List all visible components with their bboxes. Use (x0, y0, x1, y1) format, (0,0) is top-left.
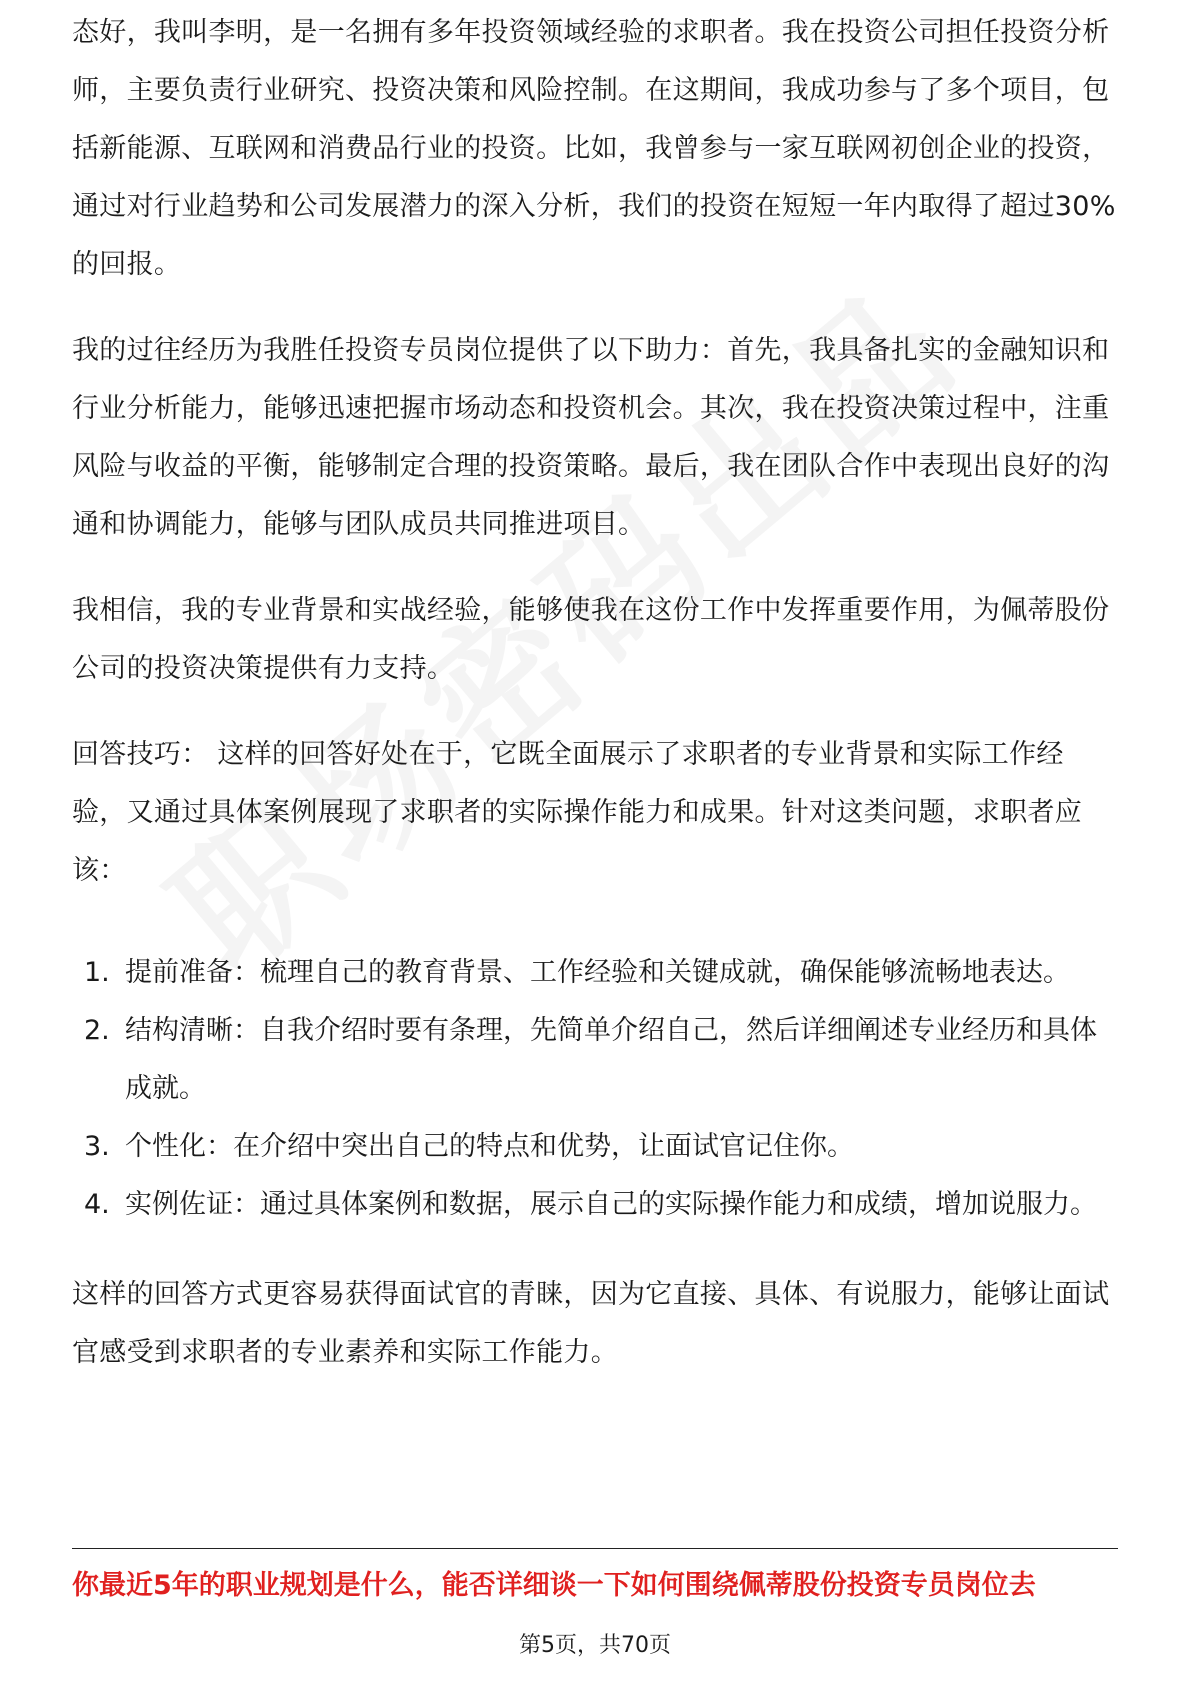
answer-paragraph-intro: 态好，我叫李明，是一名拥有多年投资领域经验的求职者。我在投资公司担任投资分析师，主要负责行业研究、投资决策和风险控制。在这期间，我成功参与了多个项目，包括新能源、互联网和消费品行业的投资。比如，我曾参与一家互联网初创企业的投资，通过对行业趋势和公司发展潜力的深入分析，我们的投资在短短一年内取得了超过30%的回报。 (72, 17, 1116, 280)
answer-tips-intro: 回答技巧： 这样的回答好处在于，它既全面展示了求职者的专业背景和实际工作经验，又通过具体案例展现了求职者的实际操作能力和成果。针对这类问题，求职者应该： (72, 739, 1083, 886)
list-item (72, 1176, 1118, 1234)
list-number: 4. (84, 1189, 110, 1220)
list-item (72, 1118, 1118, 1176)
list-item (72, 944, 1118, 1002)
answer-content (72, 17, 1118, 1410)
next-question-heading: 你最近5年的职业规划是什么，能否详细谈一下如何围绕佩蒂股份投资专员岗位去 (72, 1570, 1036, 1601)
list-item (72, 1002, 1118, 1118)
list-text: 个性化：在介绍中突出自己的特点和优势，让面试官记住你。 (125, 1131, 854, 1162)
list-number: 3. (84, 1131, 110, 1162)
list-text: 提前准备：梳理自己的教育背景、工作经验和关键成就，确保能够流畅地表达。 (125, 957, 1070, 988)
page-footer: 第5页，共70页 (519, 1633, 671, 1658)
answer-paragraph-conclusion: 我相信，我的专业背景和实战经验，能够使我在这份工作中发挥重要作用，为佩蒂股份公司的投资决策提供有力支持。 (72, 595, 1110, 684)
section-divider (72, 1548, 1118, 1549)
answer-summary: 这样的回答方式更容易获得面试官的青睐，因为它直接、具体、有说服力，能够让面试官感受到求职者的专业素养和实际工作能力。 (72, 1279, 1110, 1368)
tips-list (72, 944, 1118, 1234)
list-number: 1. (84, 957, 110, 988)
list-number: 2. (84, 1015, 110, 1046)
list-text: 结构清晰：自我介绍时要有条理，先简单介绍自己，然后详细阐述专业经历和具体成就。 (125, 1015, 1097, 1104)
list-text: 实例佐证：通过具体案例和数据，展示自己的实际操作能力和成绩，增加说服力。 (125, 1189, 1097, 1220)
answer-paragraph-experience: 我的过往经历为我胜任投资专员岗位提供了以下助力：首先，我具备扎实的金融知识和行业分析能力，能够迅速把握市场动态和投资机会。其次，我在投资决策过程中，注重风险与收益的平衡，能够制定合理的投资策略。最后，我在团队合作中表现出良好的沟通和协调能力，能够与团队成员共同推进项目。 (72, 335, 1110, 540)
